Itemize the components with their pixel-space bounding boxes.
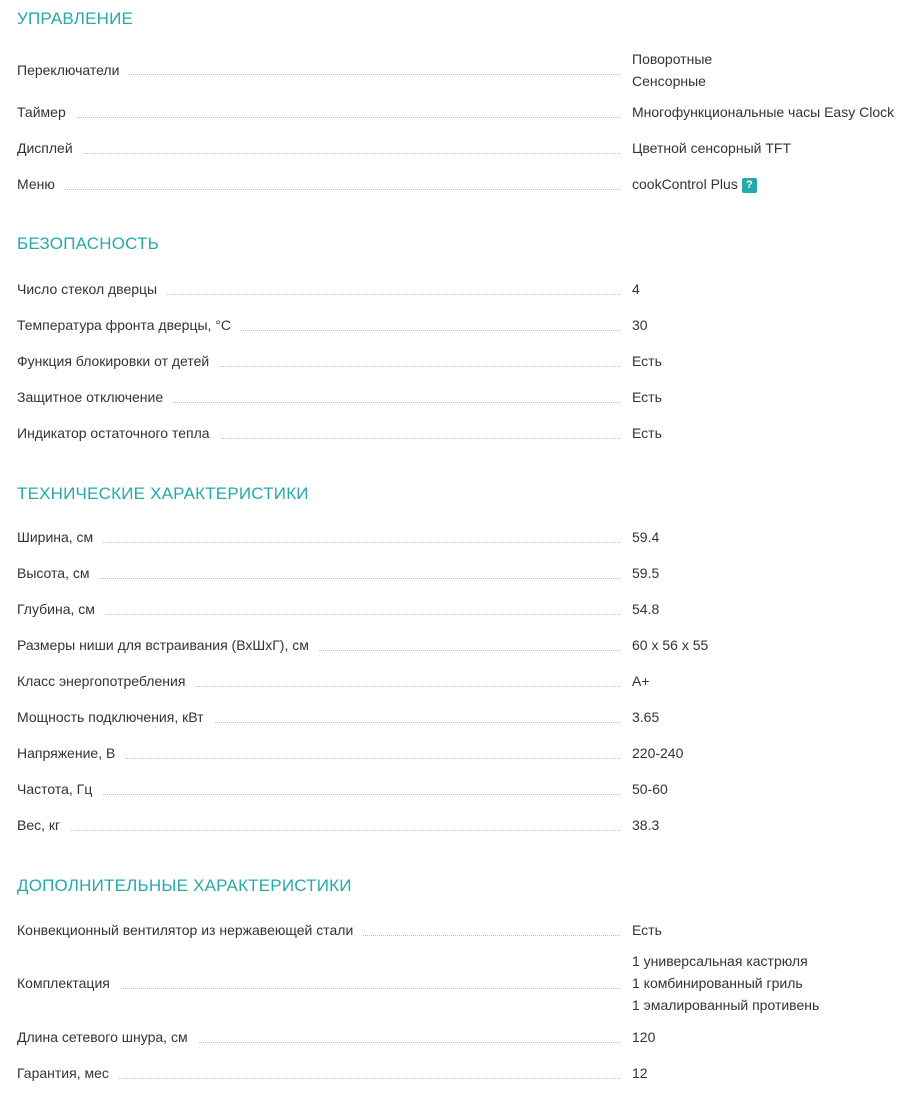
spec-label: Комплектация [17, 972, 120, 994]
section-title: БЕЗОПАСНОСТЬ [17, 234, 160, 253]
spec-value: 220-240 [632, 745, 684, 761]
dotted-leader [17, 117, 620, 118]
spec-label: Напряжение, В [17, 742, 125, 764]
spec-value: 54.8 [632, 601, 660, 617]
dotted-leader [17, 578, 620, 579]
spec-value: 4 [632, 281, 640, 297]
spec-value: 38.3 [632, 817, 660, 833]
spec-label: Длина сетевого шнура, см [17, 1026, 198, 1048]
spec-label: Мощность подключения, кВт [17, 706, 214, 728]
spec-value: 59.4 [632, 529, 660, 545]
spec-label: Индикатор остаточного тепла [17, 422, 220, 444]
dotted-leader [17, 794, 620, 795]
spec-label: Меню [17, 173, 65, 195]
spec-label: Температура фронта дверцы, °C [17, 314, 241, 336]
spec-label: Функция блокировки от детей [17, 350, 219, 372]
section-title: ДОПОЛНИТЕЛЬНЫЕ ХАРАКТЕРИСТИКИ [17, 876, 352, 895]
spec-label: Дисплей [17, 137, 83, 159]
spec-value: Есть [632, 425, 662, 441]
help-icon[interactable]: ? [742, 178, 757, 193]
spec-value: Есть [632, 353, 662, 369]
dotted-leader [17, 153, 620, 154]
spec-value-line: 1 универсальная кастрюля [632, 953, 808, 969]
dotted-leader [17, 830, 620, 831]
spec-value: Есть [632, 389, 662, 405]
spec-label: Ширина, см [17, 526, 103, 548]
spec-value: 30 [632, 317, 648, 333]
spec-label: Класс энергопотребления [17, 670, 195, 692]
spec-label: Число стекол дверцы [17, 278, 167, 300]
spec-value-line: Поворотные [632, 51, 713, 67]
spec-value: Есть [632, 922, 662, 938]
spec-value [632, 950, 819, 1016]
section-title: УПРАВЛЕНИЕ [17, 9, 134, 28]
dotted-leader [17, 542, 620, 543]
spec-value [632, 173, 757, 195]
spec-value: 120 [632, 1029, 656, 1045]
spec-label: Частота, Гц [17, 778, 102, 800]
spec-label: Конвекционный вентилятор из нержавеющей стали [17, 919, 363, 941]
spec-label: Защитное отключение [17, 386, 173, 408]
spec-label: Таймер [17, 101, 76, 123]
dotted-leader [17, 614, 620, 615]
spec-value: 12 [632, 1065, 648, 1081]
spec-label: Переключатели [17, 59, 129, 81]
spec-label: Высота, см [17, 562, 99, 584]
spec-label: Вес, кг [17, 814, 70, 836]
spec-value: 60 x 56 x 55 [632, 637, 709, 653]
spec-value-text: cookControl Plus [632, 176, 738, 192]
spec-value: A+ [632, 673, 650, 689]
spec-value: 3.65 [632, 709, 660, 725]
spec-value: Многофункциональные часы Easy Clock [632, 104, 895, 120]
spec-label: Размеры ниши для встраивания (ВхШхГ), см [17, 634, 319, 656]
spec-label: Гарантия, мес [17, 1062, 119, 1084]
spec-value: 50-60 [632, 781, 668, 797]
spec-value-line: 1 эмалированный противень [632, 997, 820, 1013]
dotted-leader [17, 189, 620, 190]
section-title: ТЕХНИЧЕСКИЕ ХАРАКТЕРИСТИКИ [17, 484, 309, 503]
spec-value: 59.5 [632, 565, 660, 581]
spec-value-line: Сенсорные [632, 73, 706, 89]
spec-label: Глубина, см [17, 598, 105, 620]
spec-value: Цветной сенсорный TFT [632, 140, 792, 156]
spec-value-line: 1 комбинированный гриль [632, 975, 803, 991]
spec-value [632, 48, 712, 92]
